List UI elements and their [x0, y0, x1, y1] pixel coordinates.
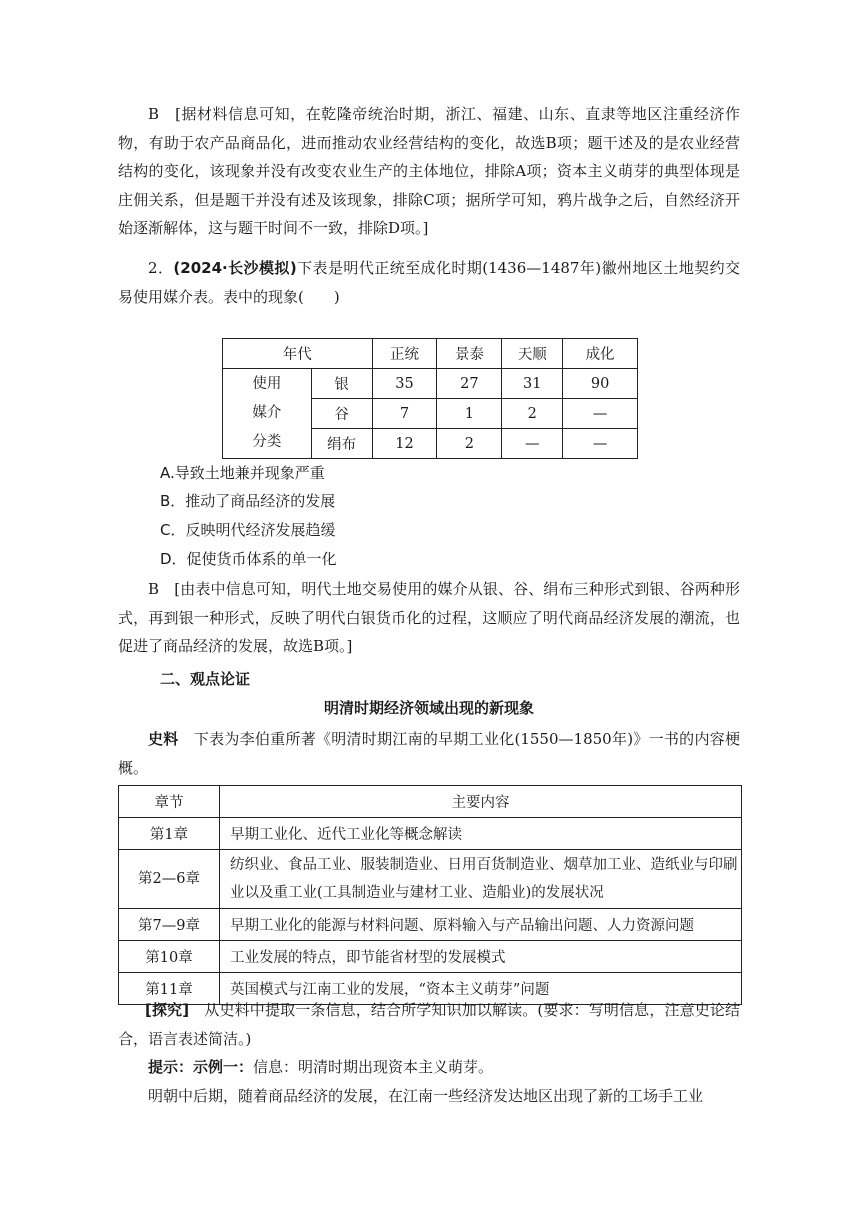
- table-row: [119, 909, 742, 941]
- table-row: [119, 818, 742, 850]
- value-cell: 12: [372, 429, 437, 459]
- medium-cell: 银: [311, 369, 372, 399]
- table-header-era: 正统: [372, 339, 437, 369]
- table-header-chapter: 章节: [119, 786, 220, 818]
- question-source: (2024·长沙模拟): [173, 259, 297, 277]
- body-paragraph: 明朝中后期，随着商品经济的发展，在江南一些经济发达地区出现了新的工场手工业: [148, 1087, 704, 1105]
- value-cell: —: [502, 429, 563, 459]
- question-stem: 下表是明代正统至成化时期(1436—1487年)徽州地区土地契约交易使用媒介表。表中的现象( ): [118, 259, 740, 306]
- chapter-cell: 第2—6章: [119, 850, 220, 909]
- content-cell: 纺织业、食品工业、服装制造业、日用百货制造业、烟草加工业、造纸业与印刷业以及重工业(工具制造业与建材工业、造船业)的发展状况: [220, 850, 742, 909]
- table-row: [119, 850, 742, 909]
- hint-label: 提示：示例一：: [148, 1058, 254, 1076]
- chapter-cell: 第11章: [119, 973, 220, 1005]
- answer-2-paragraph: B [由表中信息可知，明代土地交易使用的媒介从银、谷、绢布三种形式到银、谷两种形式，再到银一种形式，反映了明代白银货币化的过程，这顺应了明代商品经济发展的潮流，也促进了商品经济的发展，故选B项。]: [118, 580, 740, 655]
- material-paragraph: [118, 725, 740, 782]
- explore-text: 从史料中提取一条信息，结合所学知识加以解读。(要求：写明信息，注意史论结合，语言表述简洁。): [118, 1001, 740, 1048]
- value-cell: 2: [502, 399, 563, 429]
- answer-1-paragraph: B [据材料信息可知，在乾隆帝统治时期，浙江、福建、山东、直隶等地区注重经济作物，有助于农产品商品化，进而推动农业经营结构的变化，故选B项；题干述及的是农业经营结构的变化，该现象并没有改变农业生产的主体地位，排除A项；资本主义萌芽的典型体现是庄佣关系，但是题干并没有述及该现象，排除C项；据所学可知，鸦片战争之后，自然经济开始逐渐解体，这与题干时间不一致，排除D项。]: [118, 105, 740, 237]
- table-header-era: 景泰: [437, 339, 502, 369]
- table-row: [223, 369, 638, 399]
- content-cell: 英国模式与江南工业的发展，“资本主义萌芽”问题: [220, 973, 742, 1005]
- medium-cell: 绢布: [311, 429, 372, 459]
- hint-text: 信息：明清时期出现资本主义萌芽。: [253, 1058, 494, 1076]
- section-title: 明清时期经济领域出现的新现象: [323, 699, 534, 717]
- hint-paragraph: [118, 1053, 740, 1082]
- option-b: B．推动了商品经济的发展: [160, 492, 336, 510]
- medium-group-label: 使用 媒介 分类: [223, 369, 312, 459]
- contents-table: [118, 785, 742, 1005]
- option-a: A.导致土地兼并现象严重: [160, 464, 325, 482]
- explore-label: [探究]: [145, 1001, 190, 1019]
- chapter-cell: 第1章: [119, 818, 220, 850]
- value-cell: 31: [502, 369, 563, 399]
- table-header-row: [119, 786, 742, 818]
- value-cell: —: [563, 399, 638, 429]
- table-header-era: 天顺: [502, 339, 563, 369]
- chapter-cell: 第7—9章: [119, 909, 220, 941]
- medium-cell: 谷: [311, 399, 372, 429]
- value-cell: 27: [437, 369, 502, 399]
- table-header-row: [223, 339, 638, 369]
- table-header-content: 主要内容: [220, 786, 742, 818]
- question-2: [118, 254, 740, 311]
- value-cell: 1: [437, 399, 502, 429]
- content-cell: 早期工业化、近代工业化等概念解读: [220, 818, 742, 850]
- question-number: 2．: [148, 259, 174, 277]
- explore-paragraph: [118, 996, 740, 1053]
- value-cell: 90: [563, 369, 638, 399]
- table-row: [119, 941, 742, 973]
- material-label: 史料: [148, 730, 179, 748]
- section-heading: 二、观点论证: [160, 670, 251, 688]
- table-header-era-label: 年代: [223, 339, 373, 369]
- value-cell: 2: [437, 429, 502, 459]
- option-c: C．反映明代经济发展趋缓: [160, 521, 336, 539]
- value-cell: —: [563, 429, 638, 459]
- content-cell: 工业发展的特点，即节能省材型的发展模式: [220, 941, 742, 973]
- value-cell: 35: [372, 369, 437, 399]
- option-d: D．促使货币体系的单一化: [160, 550, 337, 568]
- content-cell: 早期工业化的能源与材料问题、原料输入与产品输出问题、人力资源问题: [220, 909, 742, 941]
- value-cell: 7: [372, 399, 437, 429]
- material-text: 下表为李伯重所著《明清时期江南的早期工业化(1550—1850年)》一书的内容梗概。: [118, 730, 740, 777]
- medium-table: [222, 338, 638, 459]
- chapter-cell: 第10章: [119, 941, 220, 973]
- table-header-era: 成化: [563, 339, 638, 369]
